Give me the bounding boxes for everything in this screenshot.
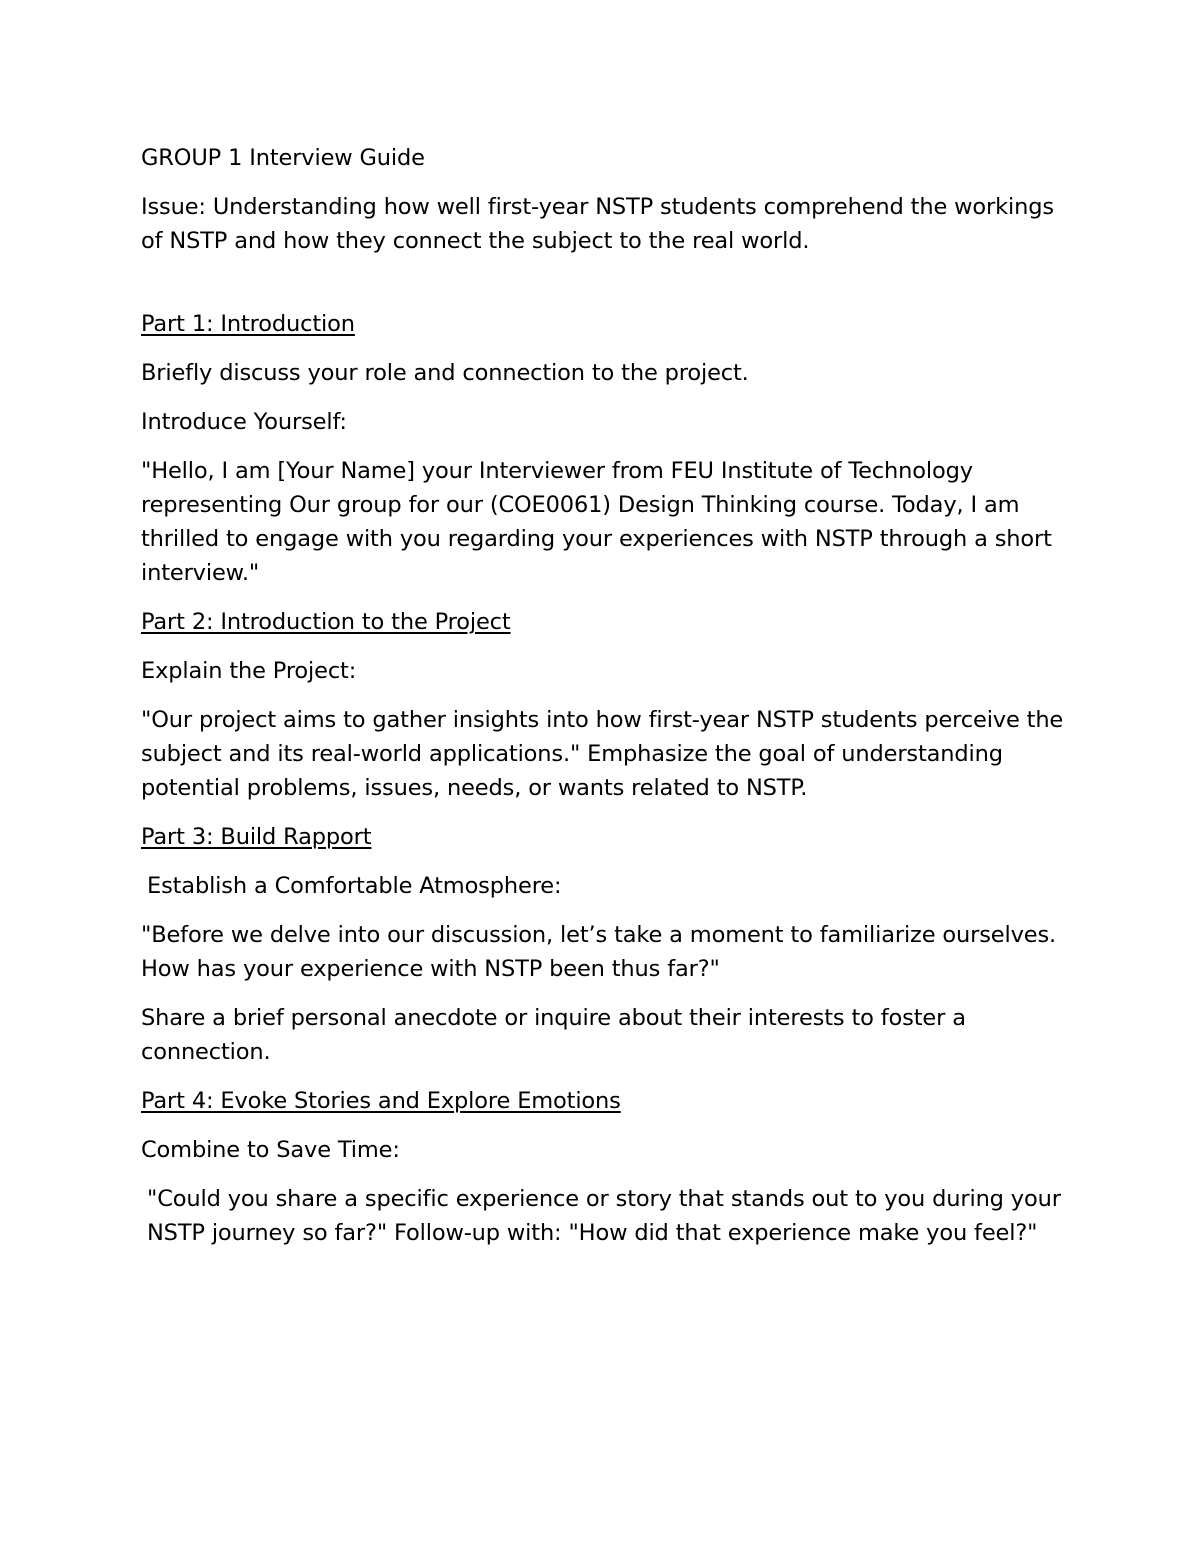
- part3-subheading: Establish a Comfortable Atmosphere:: [147, 873, 562, 899]
- part2-script: "Our project aims to gather insights into how first-year NSTP students perceive the subject and its real-world applications." Emphasize the goal of understanding potential problems, issues, needs, or wants related to NSTP.: [141, 707, 1064, 801]
- part4-script: "Could you share a specific experience or story that stands out to you during your NSTP journey so far?" Follow-up with: "How did that experience make you feel?": [147, 1186, 1061, 1246]
- part1-script: "Hello, I am [Your Name] your Interviewer from FEU Institute of Technology representing Our group for our (COE0061) Design Thinking course. Today, I am thrilled to engage with you regarding your experiences with NSTP through a short interview.": [141, 458, 1052, 586]
- issue-statement: Issue: Understanding how well first-year NSTP students comprehend the workings of NSTP and how they connect the subject to the real world.: [141, 194, 1054, 254]
- part3-heading: Part 3: Build Rapport: [141, 824, 372, 850]
- part3-instruction: Share a brief personal anecdote or inquire about their interests to foster a connection.: [141, 1005, 966, 1065]
- part2-heading: Part 2: Introduction to the Project: [141, 609, 511, 635]
- part4-subheading: Combine to Save Time:: [141, 1137, 400, 1163]
- part1-heading: Part 1: Introduction: [141, 311, 355, 337]
- part3-script: "Before we delve into our discussion, let’s take a moment to familiarize ourselves. How has your experience with NSTP been thus far?": [141, 922, 1057, 982]
- part2-subheading: Explain the Project:: [141, 658, 357, 684]
- part1-subheading: Introduce Yourself:: [141, 409, 347, 435]
- part1-instruction: Briefly discuss your role and connection to the project.: [141, 360, 749, 386]
- part4-heading: Part 4: Evoke Stories and Explore Emotions: [141, 1088, 621, 1114]
- document-body: [141, 141, 1071, 1265]
- blank-line: [141, 273, 1071, 307]
- document-title: GROUP 1 Interview Guide: [141, 145, 425, 171]
